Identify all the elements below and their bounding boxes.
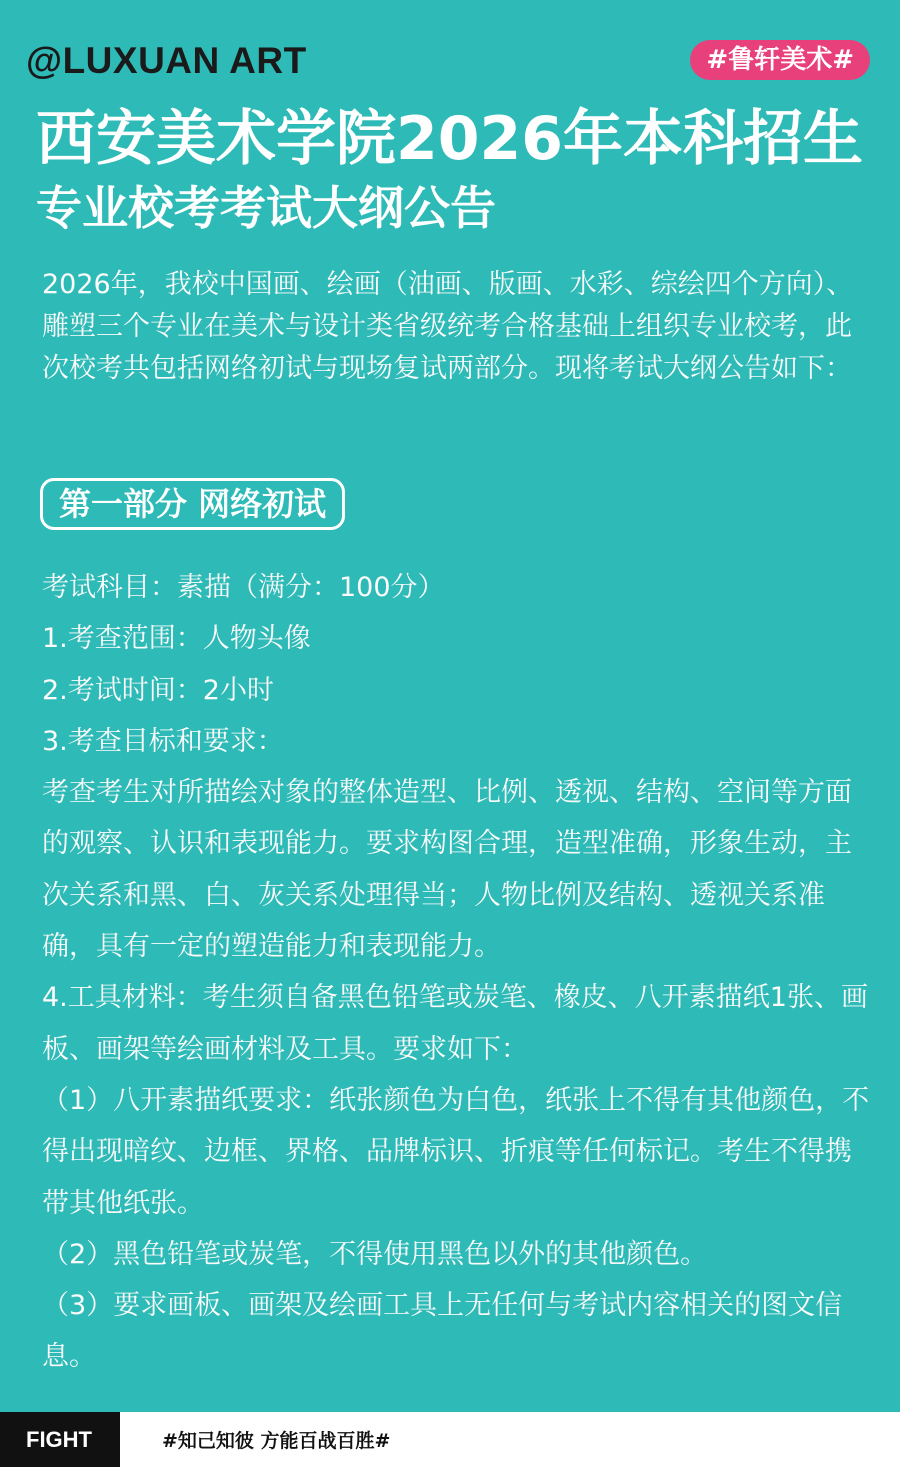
page-title: 西安美术学院2026年本科招生 bbox=[36, 104, 863, 174]
exam-subject: 考试科目：素描（满分：100分） bbox=[42, 572, 445, 603]
page-subtitle: 专业校考考试大纲公告 bbox=[36, 181, 496, 235]
exam-duration: 2.考试时间：2小时 bbox=[42, 674, 274, 706]
exam-goals-text: 考查考生对所描绘对象的整体造型、比例、透视、结构、空间等方面的观察、认识和表现能力。要求构图合理，造型准确，形象生动，主次关系和黑、白、灰关系处理得当；人物比例及结构、透视关系准确，具有一定的塑造能力和表现能力。 bbox=[42, 777, 852, 963]
brand-logo-text: @LUXUAN ART bbox=[26, 40, 307, 81]
intro-paragraph: 2026年，我校中国画、绘画（油画、版画、水彩、综绘四个方向）、雕塑三个专业在美术与设计类省级统考合格基础上组织专业校考，此次校考共包括网络初试与现场复试两部分。现将考试大纲公告如下： bbox=[42, 269, 854, 384]
section-heading: 第一部分 网络初试 bbox=[40, 478, 345, 530]
requirement-item-3: （3）要求画板、画架及绘画工具上无任何与考试内容相关的图文信息。 bbox=[42, 1290, 843, 1373]
footer-bar bbox=[0, 1412, 900, 1467]
exam-goals-heading: 3.考查目标和要求： bbox=[42, 725, 284, 757]
footer-slogan: #知己知彼 方能百战百胜# bbox=[120, 1412, 900, 1467]
footer-label: FIGHT bbox=[0, 1412, 120, 1467]
requirement-item-1: （1）八开素描纸要求：纸张颜色为白色，纸张上不得有其他颜色，不得出现暗纹、边框、界格、品牌标识、折痕等任何标记。考生不得携带其他纸张。 bbox=[42, 1084, 870, 1219]
requirement-item-2: （2）黑色铅笔或炭笔，不得使用黑色以外的其他颜色。 bbox=[42, 1238, 708, 1270]
exam-scope: 1.考查范围：人物头像 bbox=[42, 623, 311, 655]
hashtag-badge: #鲁轩美术# bbox=[690, 40, 870, 80]
section-body bbox=[42, 562, 872, 1383]
tools-materials: 4.工具材料：考生须自备黑色铅笔或炭笔、橡皮、八开素描纸1张、画板、画架等绘画材料及工具。要求如下： bbox=[42, 982, 868, 1065]
